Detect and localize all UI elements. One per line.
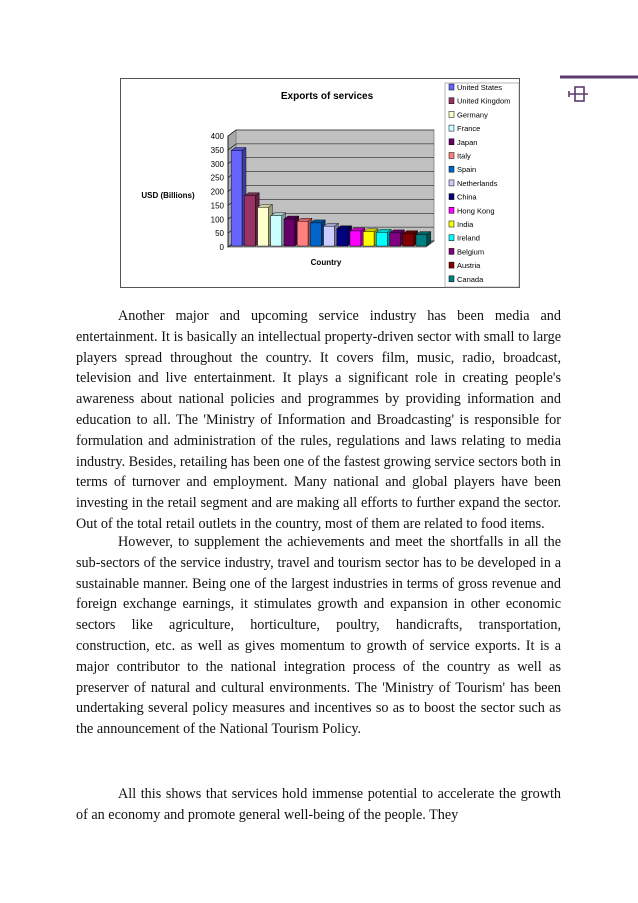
legend-swatch <box>449 207 454 213</box>
legend-swatch <box>449 194 454 200</box>
y-tick-label: 250 <box>210 173 224 183</box>
y-tick-label: 150 <box>210 201 224 211</box>
legend-swatch <box>449 248 454 254</box>
y-axis-label: USD (Billions) <box>141 191 195 200</box>
legend-label: France <box>457 124 481 134</box>
legend-label: United Kingdom <box>457 96 511 106</box>
bar-austria <box>403 234 414 246</box>
bar-india <box>363 232 374 246</box>
legend-label: Canada <box>457 274 484 284</box>
bar-china <box>337 229 348 246</box>
legend-label: Austria <box>457 261 481 271</box>
legend-swatch <box>449 125 454 131</box>
bar-spain <box>310 223 321 246</box>
bar-france <box>271 216 282 246</box>
bar-ireland <box>376 232 387 246</box>
y-tick-label: 350 <box>210 145 224 155</box>
x-axis-label: Country <box>310 258 342 267</box>
y-tick-label: 50 <box>215 229 224 239</box>
y-tick-label: 400 <box>210 132 224 141</box>
paragraph-text-3: All this shows that services hold immense potential to accelerate the growth of an economy and promote general well-being of the people. They <box>76 786 561 823</box>
bar-united-states <box>231 150 242 246</box>
legend-swatch <box>449 221 454 227</box>
legend-swatch <box>449 153 454 159</box>
legend-label: Ireland <box>457 233 480 243</box>
legend-label: China <box>457 192 477 202</box>
bar-japan <box>284 219 295 246</box>
bar-netherlands <box>324 226 335 246</box>
chart-title: Exports of services <box>280 91 374 102</box>
legend-label: Italy <box>457 151 471 161</box>
paragraph-conclusion <box>76 784 561 826</box>
legend-label: Japan <box>457 137 478 147</box>
bar-belgium <box>390 233 401 246</box>
legend-label: Spain <box>457 165 477 175</box>
legend-label: Germany <box>457 110 488 120</box>
bar-germany <box>258 207 269 246</box>
paragraph-text-2: However, to supplement the achievements and meet the shortfalls in all the sub-sectors of the service industry, travel and tourism sector has to be developed in a sustainable manner. Being one of the largest industries in terms of gross revenue and foreign exchange earnings, it stimulates growth and expansion in other economic sectors like agriculture, horticulture, poultry, handicrafts, transportation, construction, etc. as well as gives momentum to growth of service exports. It is a major contributor to the national integration process of the country as well as preserver of natural and cultural environments. The 'Ministry of Tourism' has been undertaking several policy measures and incentives so as to boost the sector such as the announcement of the National Tourism Policy. <box>76 534 561 738</box>
paragraph-media-retail <box>76 306 561 535</box>
legend-label: Belgium <box>457 247 485 257</box>
bar-united-kingdom <box>244 196 255 246</box>
legend-swatch <box>449 276 454 282</box>
legend-swatch <box>449 84 454 90</box>
exports-chart <box>121 79 521 289</box>
legend-swatch <box>449 180 454 186</box>
bar-canada <box>416 235 427 246</box>
legend-swatch <box>449 98 454 104</box>
y-tick-label: 300 <box>210 159 224 169</box>
legend-swatch <box>449 166 454 172</box>
legend-label: Hong Kong <box>457 206 495 216</box>
y-tick-label: 0 <box>219 243 224 252</box>
legend-swatch <box>449 235 454 241</box>
legend-swatch <box>449 111 454 117</box>
legend-label: Netherlands <box>457 178 498 188</box>
paragraph-tourism <box>76 532 561 740</box>
y-tick-label: 200 <box>210 187 224 197</box>
bar-italy <box>297 221 308 246</box>
bar-hong-kong <box>350 231 361 246</box>
legend-swatch <box>449 139 454 145</box>
legend-label: India <box>457 220 474 229</box>
paragraph-text-1: Another major and upcoming service industry has been media and entertainment. It is basically an intellectual property-driven sector with small to large players spread throughout the country. It covers film, music, radio, broadcast, television and live entertainment. It plays a significant role in creating people's awareness about national policies and programmes by providing information and education to all. The 'Ministry of Information and Broadcasting' is responsible for formulation and administration of the rules, regulations and laws relating to media industry. Besides, retailing has been one of the fastest growing service sectors both in terms of turnover and employment. Many national and global players have been investing in the retail segment and are making all efforts to further expand the sector. Out of the total retail outlets in the country, most of them are related to food items. <box>76 308 561 532</box>
legend-label: United States <box>457 83 503 92</box>
page-corner-marker-icon <box>560 74 638 108</box>
chart-container <box>120 78 520 288</box>
y-tick-label: 100 <box>210 215 224 225</box>
legend-swatch <box>449 262 454 268</box>
